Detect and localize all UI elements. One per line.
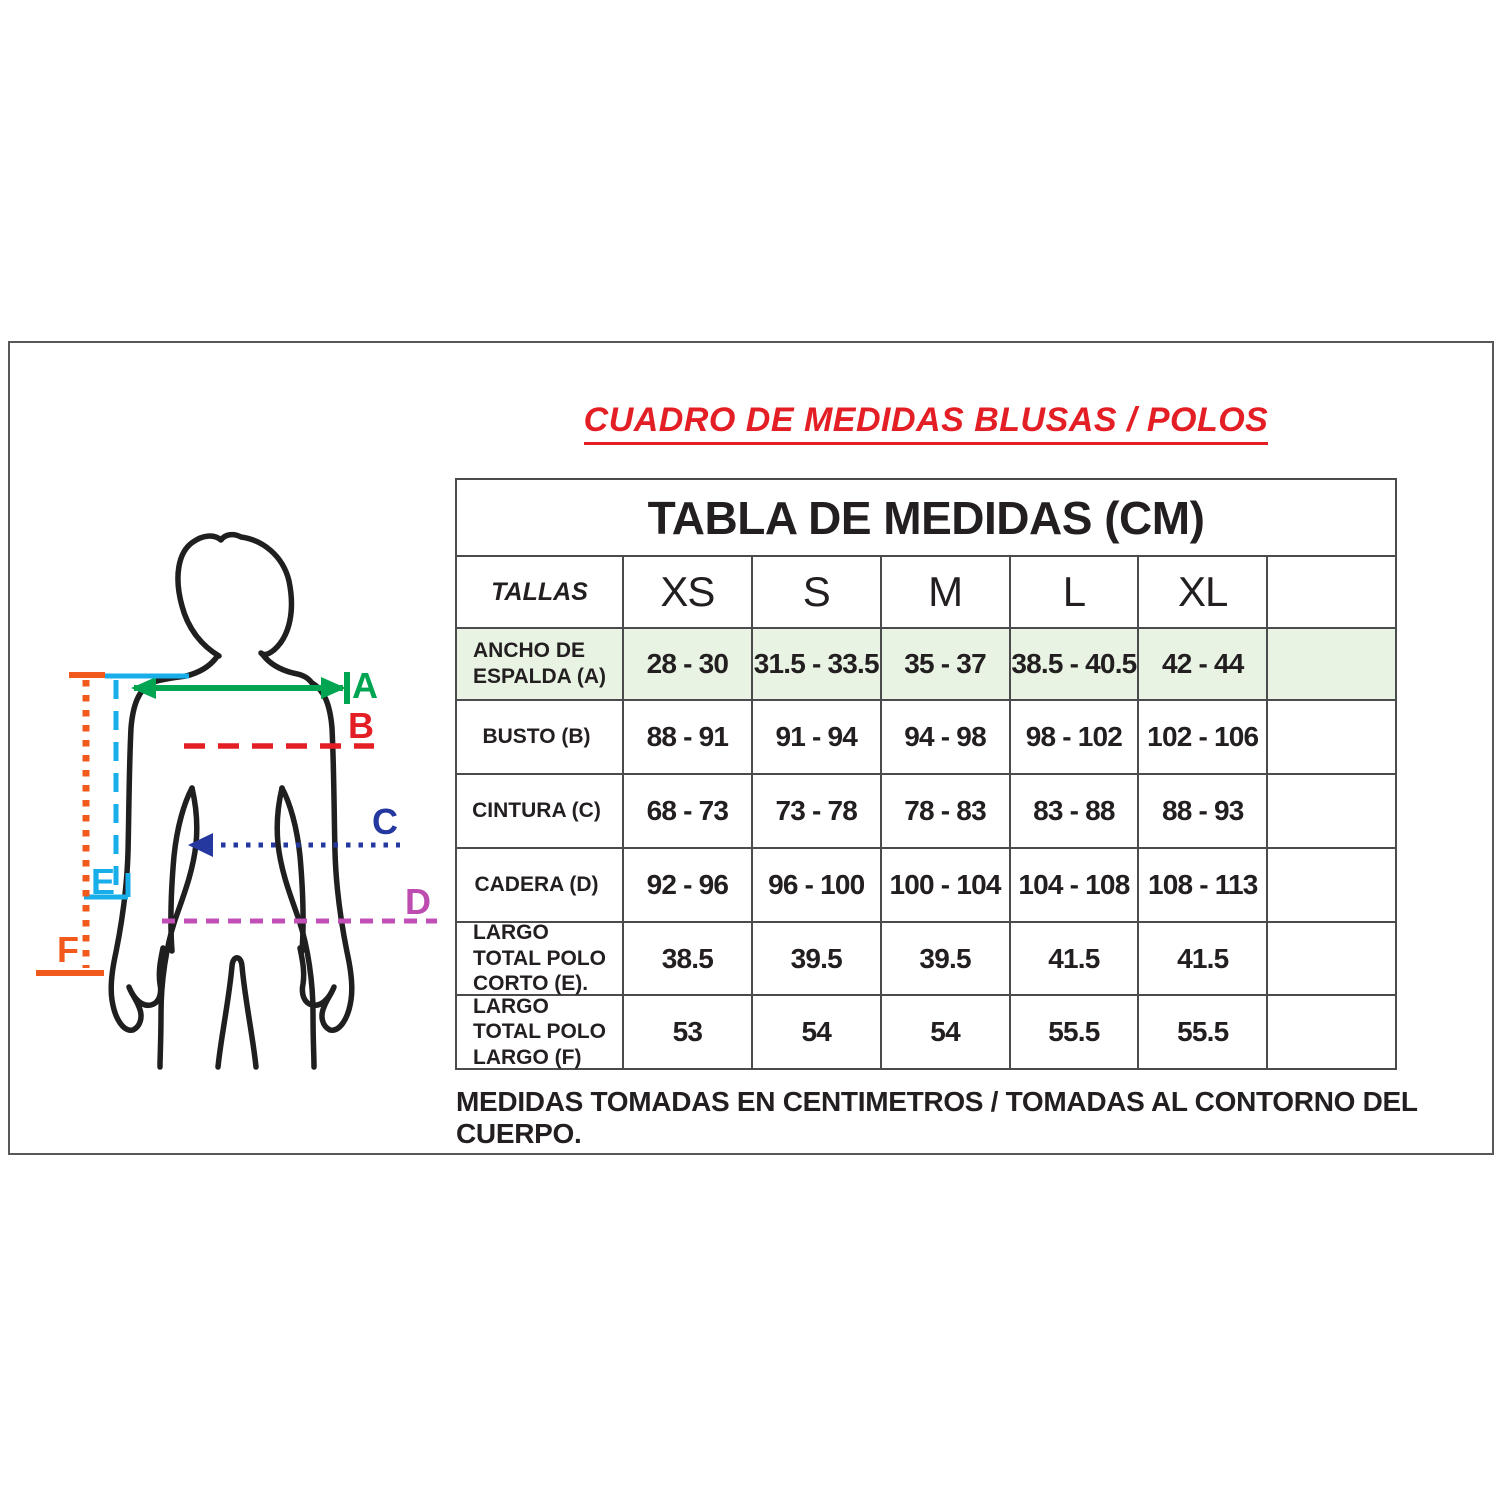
size-col-s: S [753, 557, 880, 627]
table-header: TABLA DE MEDIDAS (CM) [457, 480, 1395, 555]
measurements-table [455, 478, 1397, 1070]
empty-cell [1268, 849, 1395, 921]
cell: 91 - 94 [753, 701, 880, 773]
cell: 88 - 91 [624, 701, 751, 773]
cell: 55.5 [1139, 996, 1266, 1068]
cell: 39.5 [882, 923, 1009, 994]
row-label-ancho-espalda: ANCHO DE ESPALDA (A) [457, 629, 622, 699]
measure-line-C [188, 833, 400, 857]
cell: 96 - 100 [753, 849, 880, 921]
size-col-m: M [882, 557, 1009, 627]
row-label-cadera: CADERA (D) [457, 849, 622, 921]
empty-cell [1268, 775, 1395, 847]
cell: 38.5 [624, 923, 751, 994]
body-outline [111, 535, 352, 1067]
cell: 39.5 [753, 923, 880, 994]
cell: 54 [753, 996, 880, 1068]
cell: 108 - 113 [1139, 849, 1266, 921]
cell: 35 - 37 [882, 629, 1009, 699]
cell: 104 - 108 [1011, 849, 1138, 921]
cell: 68 - 73 [624, 775, 751, 847]
cell: 41.5 [1011, 923, 1138, 994]
size-col-xs: XS [624, 557, 751, 627]
empty-cell [1268, 557, 1395, 627]
row-label-largo-polo-corto: LARGO TOTAL POLO CORTO (E). [457, 923, 622, 994]
empty-cell [1268, 996, 1395, 1068]
cell: 54 [882, 996, 1009, 1068]
row-label-busto: BUSTO (B) [457, 701, 622, 773]
cell: 31.5 - 33.5 [753, 629, 880, 699]
empty-cell [1268, 923, 1395, 994]
figure-label-a: A [352, 665, 378, 706]
size-col-xl: XL [1139, 557, 1266, 627]
cell: 78 - 83 [882, 775, 1009, 847]
cell: 42 - 44 [1139, 629, 1266, 699]
size-col-l: L [1011, 557, 1138, 627]
page-title: CUADRO DE MEDIDAS BLUSAS / POLOS [455, 401, 1397, 440]
cell: 88 - 93 [1139, 775, 1266, 847]
cell: 55.5 [1011, 996, 1138, 1068]
cell: 41.5 [1139, 923, 1266, 994]
figure-label-f: F [57, 929, 79, 970]
cell: 28 - 30 [624, 629, 751, 699]
cell: 92 - 96 [624, 849, 751, 921]
empty-cell [1268, 629, 1395, 699]
cell: 98 - 102 [1011, 701, 1138, 773]
cell: 73 - 78 [753, 775, 880, 847]
figure-label-d: D [405, 881, 431, 922]
figure-label-c: C [372, 801, 398, 842]
cell: 53 [624, 996, 751, 1068]
footer-note: MEDIDAS TOMADAS EN CENTIMETROS / TOMADAS AL CONTORNO DEL CUERPO. [456, 1086, 1418, 1149]
cell: 83 - 88 [1011, 775, 1138, 847]
figure-label-b: B [348, 705, 374, 746]
row-label-largo-polo-largo: LARGO TOTAL POLO LARGO (F) [457, 996, 622, 1068]
row-label-cintura: CINTURA (C) [457, 775, 622, 847]
cell: 94 - 98 [882, 701, 1009, 773]
cell: 100 - 104 [882, 849, 1009, 921]
cell: 102 - 106 [1139, 701, 1266, 773]
sizes-row-label: TALLAS [457, 557, 622, 627]
figure-label-e: E [91, 861, 116, 902]
empty-cell [1268, 701, 1395, 773]
cell: 38.5 - 40.5 [1011, 629, 1138, 699]
